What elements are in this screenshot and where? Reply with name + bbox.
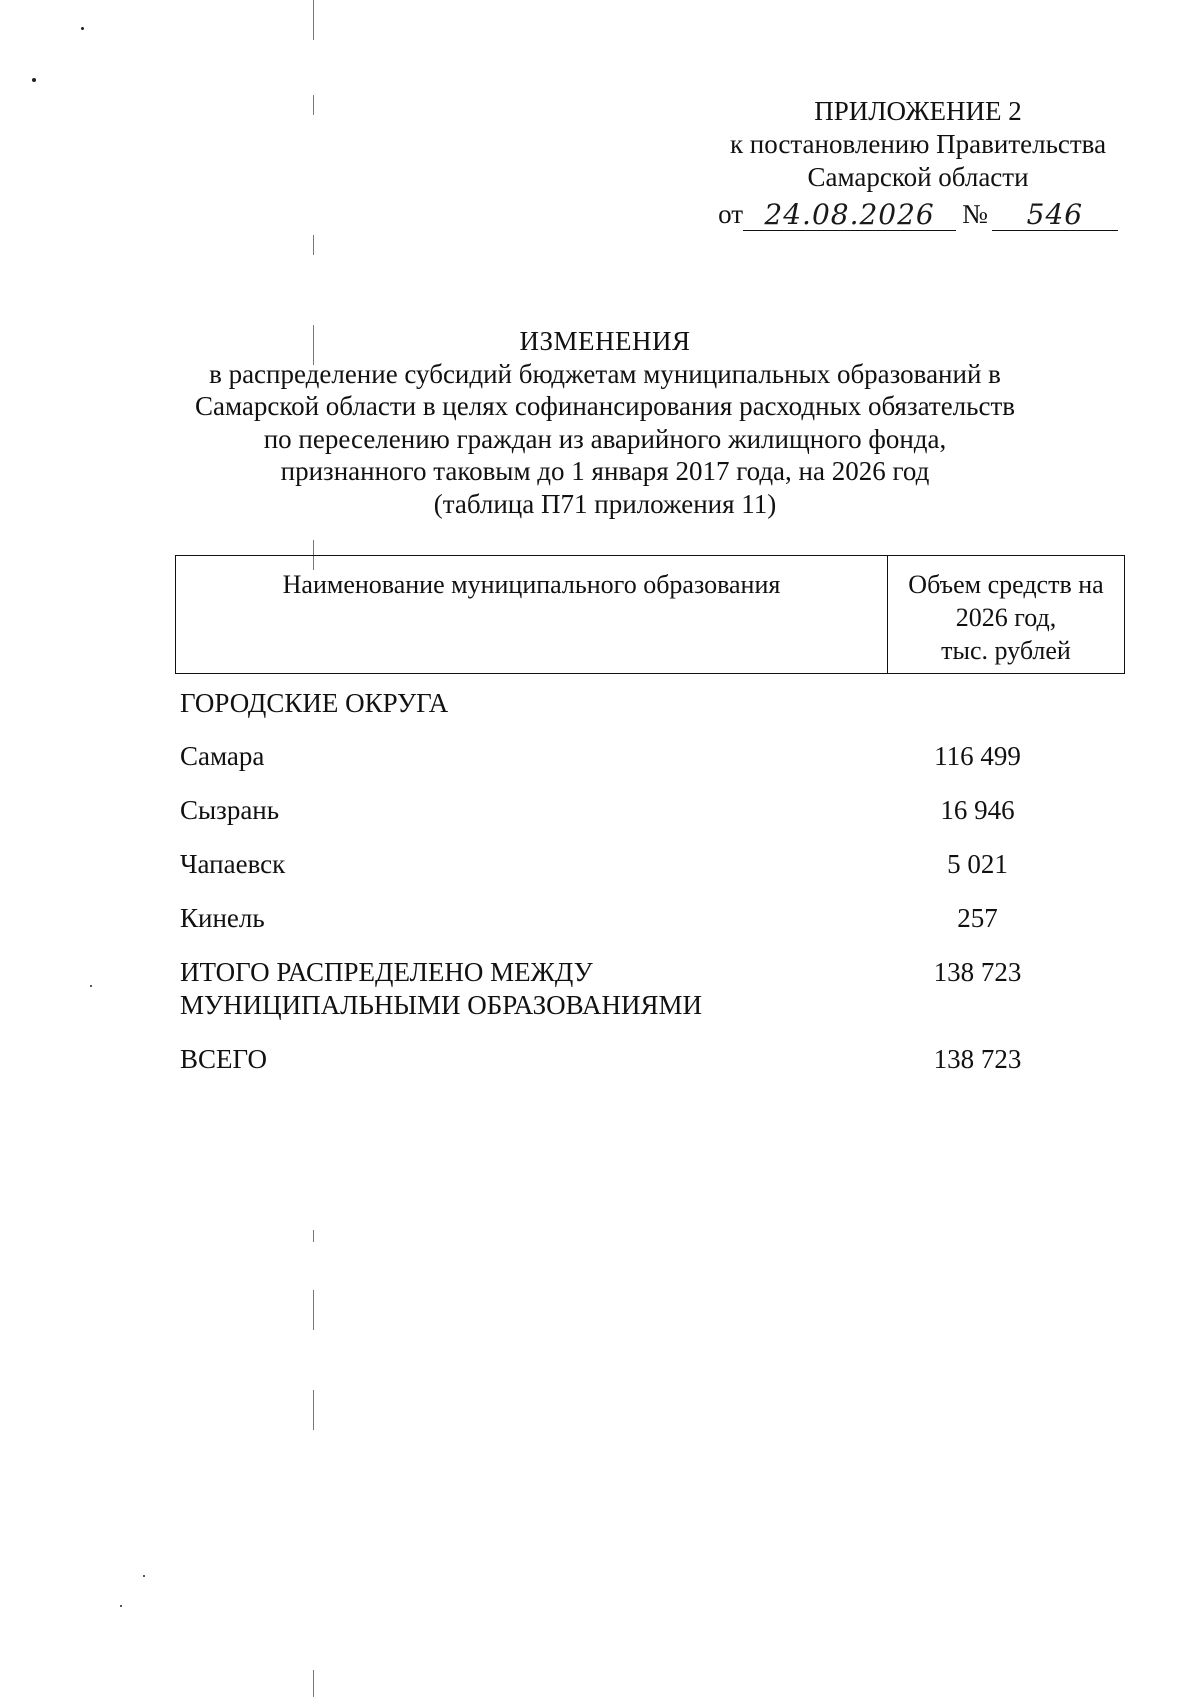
title-line: (таблица П71 приложения 11)	[433, 488, 777, 519]
handwritten-date: 24.08.2026	[743, 200, 956, 231]
title-line: по переселению граждан из аварийного жилищного фонда,	[263, 423, 947, 454]
date-prefix: от	[718, 199, 744, 229]
table-row	[180, 794, 1125, 827]
scan-artifact	[313, 1390, 314, 1430]
grand-total-row	[180, 1043, 1125, 1076]
scan-artifact	[313, 0, 314, 40]
table-body	[180, 687, 1125, 1076]
column-header-name: Наименование муниципального образования	[176, 556, 888, 673]
total-label	[180, 956, 880, 1022]
total-value: 138 723	[933, 957, 1022, 987]
document-title	[150, 325, 1060, 520]
municipality-value: 257	[957, 903, 998, 933]
total-label-line: МУНИЦИПАЛЬНЫМИ ОБРАЗОВАНИЯМИ	[180, 990, 702, 1020]
total-row	[180, 956, 1125, 1022]
column-header-volume	[888, 556, 1124, 673]
municipality-value: 16 946	[940, 795, 1015, 825]
scan-speck	[90, 985, 92, 987]
section-label: ГОРОДСКИЕ ОКРУГА	[180, 688, 449, 718]
region-label: Самарской области	[807, 162, 1029, 192]
section-row	[180, 687, 1125, 720]
date-number-line	[708, 198, 1128, 231]
title-line: в распределение субсидий бюджетам муниципальных образований в	[209, 358, 1001, 389]
scan-speck	[120, 1605, 122, 1607]
scan-artifact	[313, 1670, 314, 1697]
resolution-label: к постановлению Правительства	[729, 129, 1107, 159]
scan-artifact	[313, 1230, 314, 1242]
table-row	[180, 848, 1125, 881]
title-line: Самарской области в целях софинансирования расходных обязательств	[195, 391, 1015, 421]
municipality-value: 5 021	[947, 849, 1008, 879]
municipality-name: Сызрань	[180, 795, 280, 825]
total-label-line: ИТОГО РАСПРЕДЕЛЕНО МЕЖДУ	[180, 957, 593, 987]
column-header-volume-line: тыс. рублей	[941, 636, 1071, 665]
scan-speck	[32, 78, 36, 82]
municipality-name: Кинель	[180, 903, 265, 933]
grand-total-value: 138 723	[933, 1044, 1022, 1074]
title-heading: ИЗМЕНЕНИЯ	[519, 326, 691, 356]
table-row	[180, 902, 1125, 935]
title-line: признанного таковым до 1 января 2017 года, на 2026 год	[280, 456, 930, 486]
scan-artifact	[313, 1290, 314, 1330]
municipality-name: Чапаевск	[180, 849, 286, 879]
approval-block	[708, 95, 1128, 231]
appendix-label: ПРИЛОЖЕНИЕ 2	[814, 96, 1022, 126]
municipality-value: 116 499	[934, 741, 1021, 771]
scan-speck	[81, 27, 84, 30]
municipality-name: Самара	[180, 741, 265, 771]
number-prefix: №	[962, 199, 988, 229]
column-header-volume-line: 2026 год,	[955, 603, 1057, 632]
handwritten-number: 546	[992, 200, 1118, 231]
table-header	[175, 555, 1125, 674]
scan-speck	[143, 1575, 145, 1577]
grand-total-label: ВСЕГО	[180, 1044, 267, 1074]
column-header-volume-line: Объем средств на	[908, 570, 1104, 599]
table-row	[180, 740, 1125, 773]
scan-artifact	[313, 95, 314, 115]
scan-artifact	[313, 235, 314, 255]
